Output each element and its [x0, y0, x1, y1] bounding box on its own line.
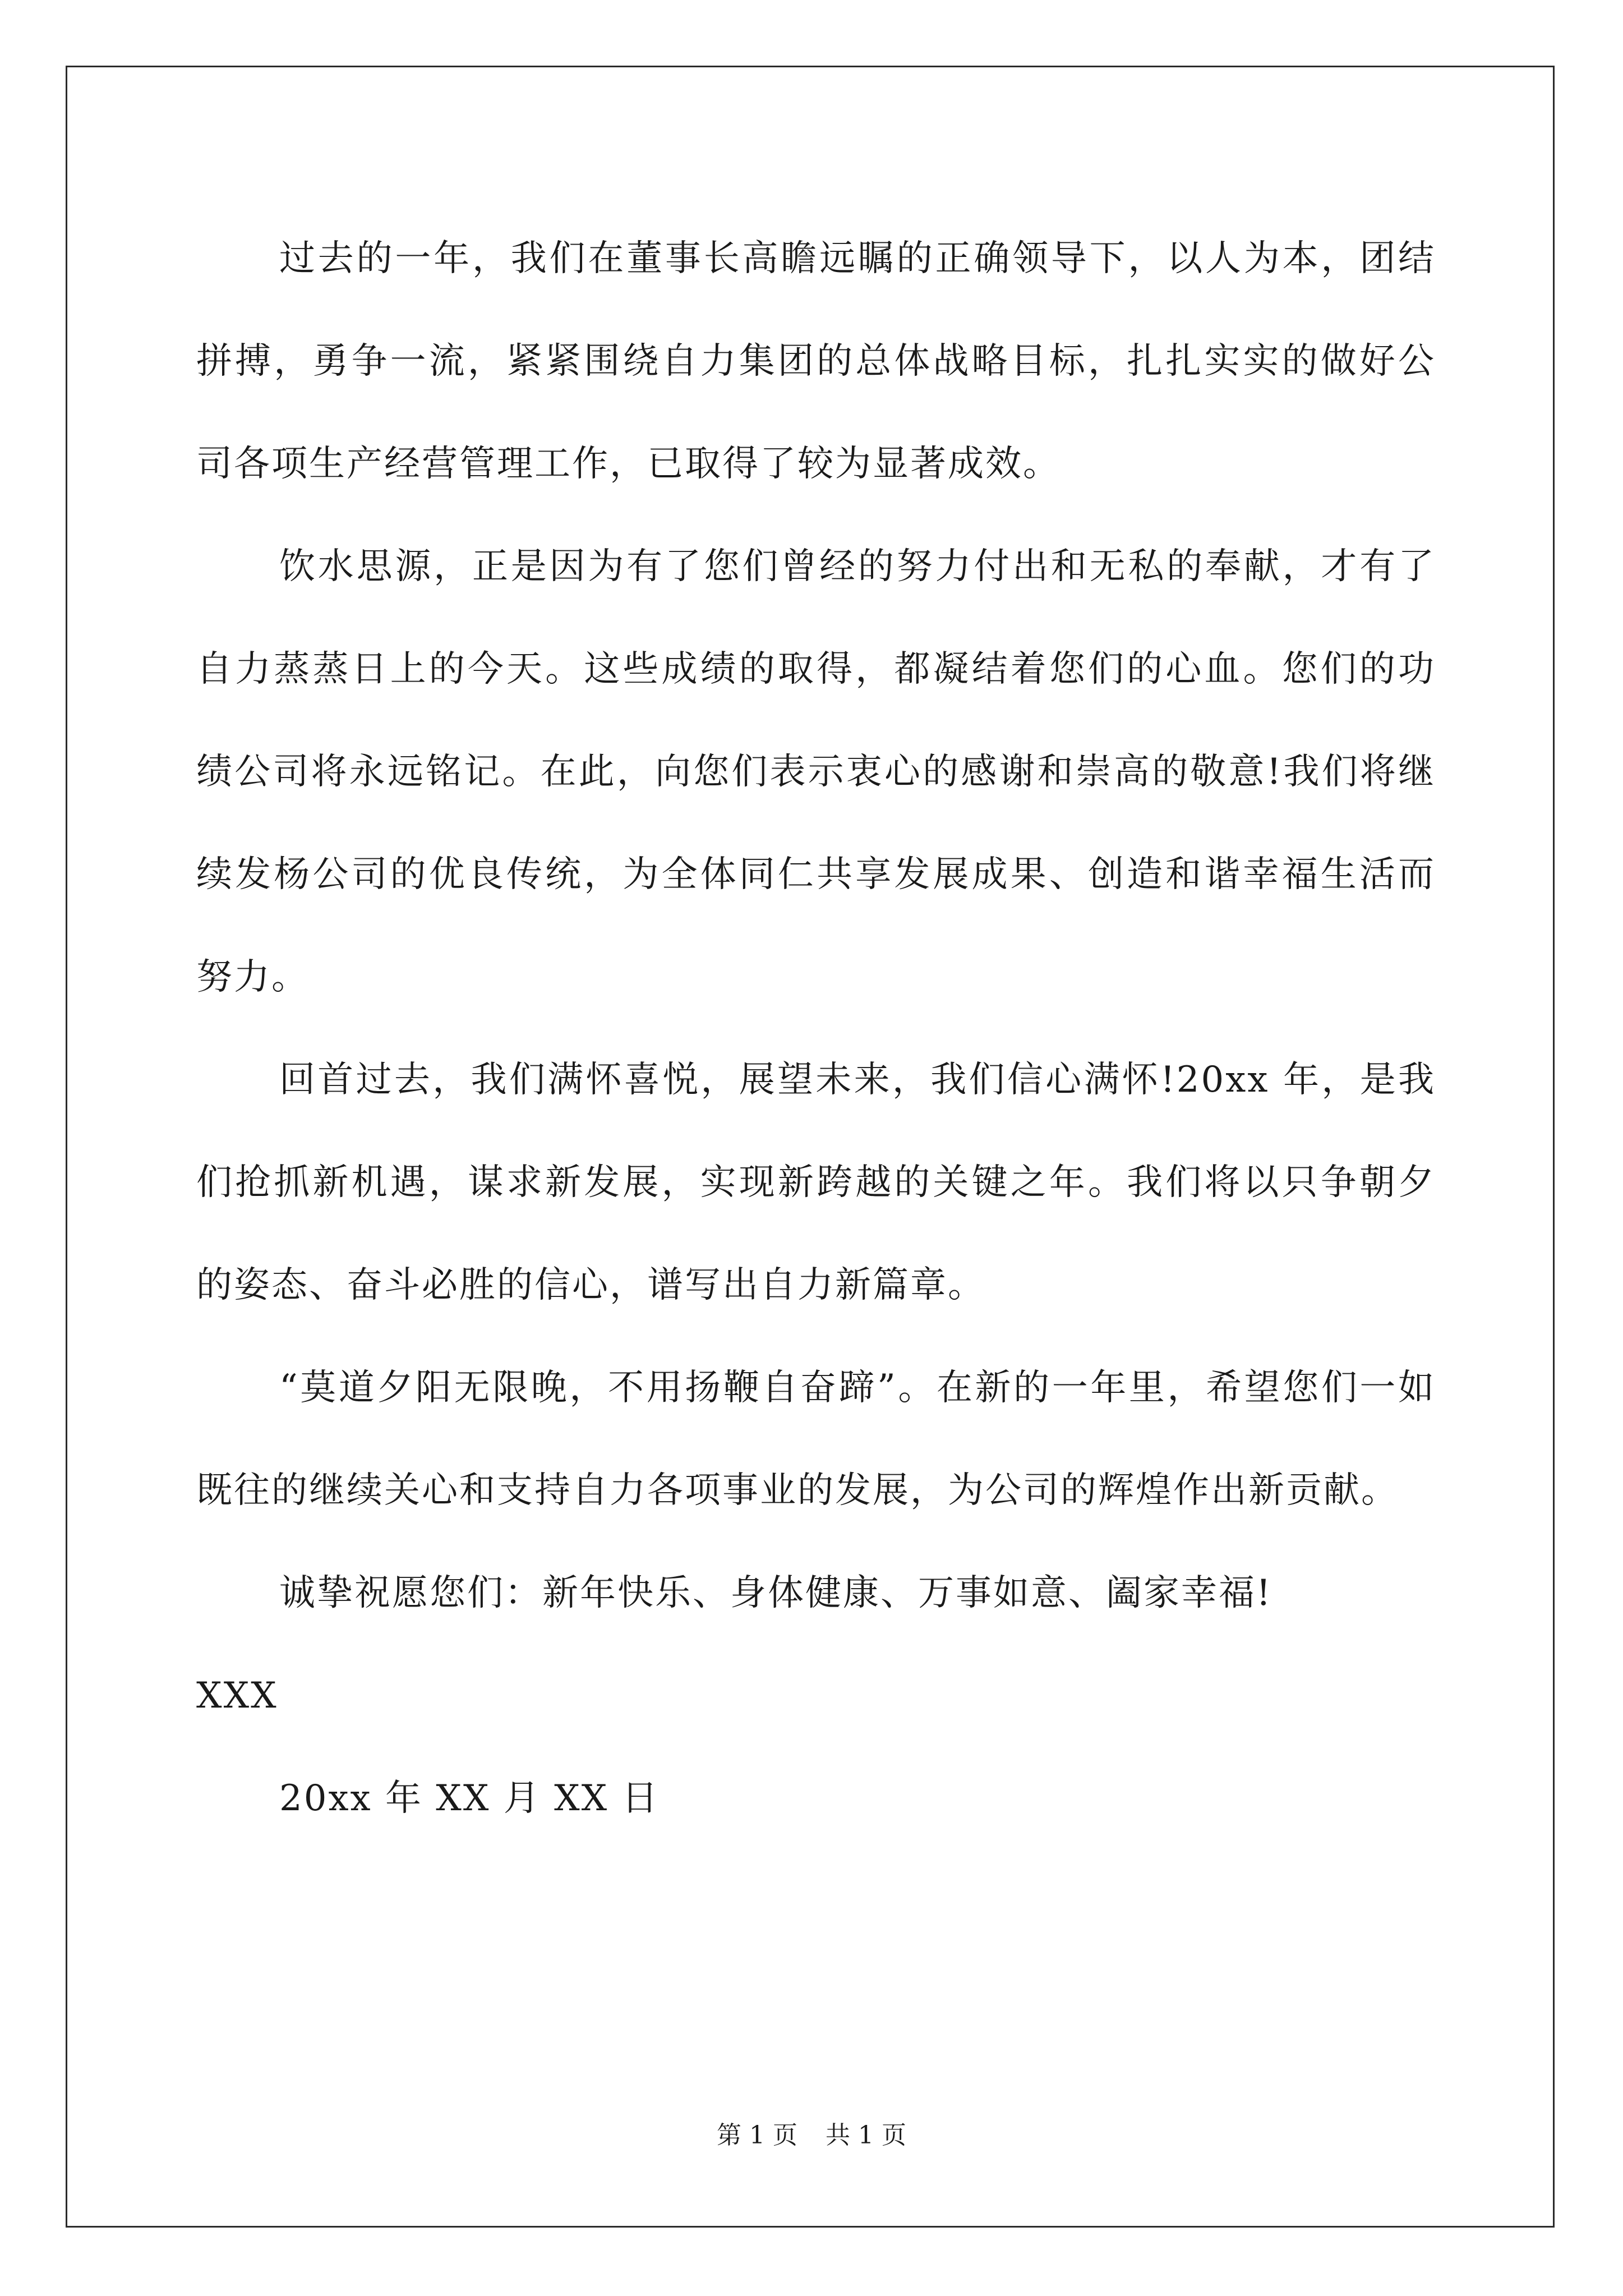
page-footer	[0, 2119, 1623, 2152]
date-line: 20xx 年 XX 月 XX 日	[279, 1778, 660, 1819]
paragraph-3: 回首过去，我们满怀喜悦，展望未来，我们信心满怀!20xx 年，是我们抢抓新机遇，谋求新发展，实现新跨越的关键之年。我们将以只争朝夕的姿态、奋斗必胜的信心，谱写出自力新篇章。	[196, 1059, 1436, 1306]
paragraph-5: 诚挚祝愿您们：新年快乐、身体健康、万事如意、阖家幸福!	[279, 1572, 1272, 1614]
letter-body	[196, 208, 1436, 1850]
page-number-total: 共 1 页	[826, 2121, 906, 2150]
paragraph-4: “莫道夕阳无限晚，不用扬鞭自奋蹄”。在新的一年里，希望您们一如既往的继续关心和支持自力各项事业的发展，为公司的辉煌作出新贡献。	[196, 1367, 1436, 1511]
signature: XXX	[196, 1675, 278, 1717]
paragraph-1: 过去的一年，我们在董事长高瞻远瞩的正确领导下，以人为本，团结拼搏，勇争一流，紧紧围绕自力集团的总体战略目标，扎扎实实的做好公司各项生产经营管理工作，已取得了较为显著成效。	[196, 238, 1436, 485]
page-number-current: 第 1 页	[717, 2121, 797, 2150]
paragraph-2: 饮水思源，正是因为有了您们曾经的努力付出和无私的奉献，才有了自力蒸蒸日上的今天。这些成绩的取得，都凝结着您们的心血。您们的功绩公司将永远铭记。在此，向您们表示衷心的感谢和崇高的敬意!我们将继续发杨公司的优良传统，为全体同仁共享发展成果、创造和谐幸福生活而努力。	[196, 546, 1436, 998]
